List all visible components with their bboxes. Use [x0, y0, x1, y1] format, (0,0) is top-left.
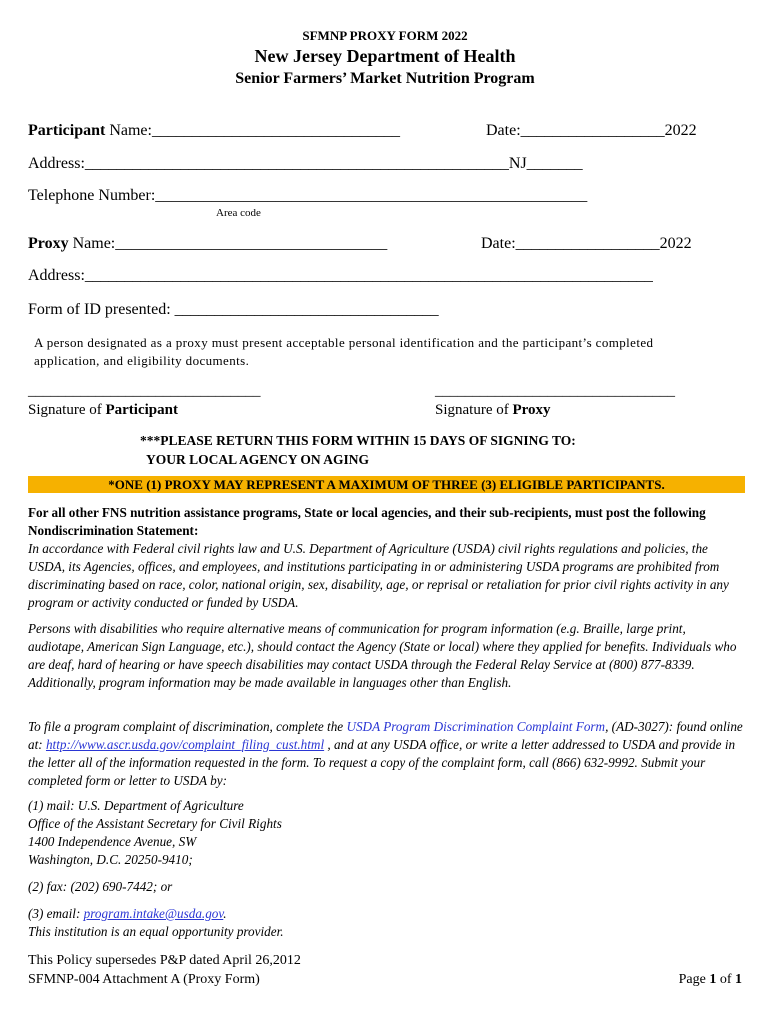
complaint-form-link[interactable]: USDA Program Discrimination Complaint Form [346, 719, 606, 734]
email-link[interactable]: program.intake@usda.gov [83, 906, 224, 921]
signature-participant-bold: Participant [105, 402, 178, 418]
nondiscrimination-intro: For all other FNS nutrition assistance programs, State or local agencies, and their sub-recipients, must post the following Nondiscrimination Statement: [28, 505, 706, 538]
proxy-signature-label [435, 402, 551, 419]
proxy-name-line: Name:__________________________________ [72, 235, 388, 252]
return-notice-line2: YOUR LOCAL AGENCY ON AGING [146, 452, 370, 467]
complaint-text-c: , and at any USDA office, or write a letter addressed to USDA and provide in the letter all of the information requested in the form. To request a copy of the complaint form, call (866) 632-9992. Submit your completed form or letter to USDA by: [28, 737, 736, 788]
proxy-signature-line[interactable]: ________________________________ [435, 383, 675, 399]
mail-line-2: Office of the Assistant Secretary for Civil Rights [28, 816, 282, 831]
nondiscrimination-paragraph-2: Persons with disabilities who require alternative means of communication for program information (e.g. Braille, large print, audiotape, American Sign Language, etc.), should contact the Agency (State or local) where they applied for benefits. Individuals who are deaf, hard of hearing or have speech disabilities may contact USDA through the Federal Relay Service at (800) 877-8339. Additionally, program information may be made available in languages other than English. [28, 621, 737, 690]
nondiscrimination-paragraph-1: In accordance with Federal civil rights law and U.S. Department of Agriculture (USDA) civil rights regulations and policies, the USDA, its Agencies, offices, and employees, and institutions participating in or administering USDA programs are prohibited from discriminating based on race, color, national origin, sex, disability, age, or reprisal or retaliation for prior civil rights activity in any program or activity conducted or funded by USDA. [28, 541, 729, 610]
complaint-text-b: , (AD-3027): found online at: [28, 719, 743, 752]
participant-signature-label [28, 402, 178, 419]
signature-prefix: Signature of [28, 402, 102, 418]
page-prefix: Page [678, 972, 706, 987]
participant-phone-field[interactable]: Telephone Number:______________________________________________________ [28, 187, 588, 204]
proxy-limit-text: *ONE (1) PROXY MAY REPRESENT A MAXIMUM OF THREE (3) ELIGIBLE PARTICIPANTS. [108, 477, 665, 492]
form-title: SFMNP PROXY FORM 2022 [302, 28, 468, 43]
mail-line-3: 1400 Independence Avenue, SW [28, 834, 197, 849]
participant-address-field[interactable]: Address:_____________________________________________________NJ_______ [28, 155, 583, 172]
complaint-url-link[interactable]: http://www.ascr.usda.gov/complaint_filing_cust.html [45, 737, 325, 752]
page-number [679, 972, 742, 988]
proxy-note-line2: application, and eligibility documents. [34, 353, 250, 368]
program-title: Senior Farmers’ Market Nutrition Program [235, 70, 535, 87]
mail-line-4: Washington, D.C. 20250-9410; [28, 852, 193, 867]
equal-opportunity-statement: This institution is an equal opportunity provider. [28, 924, 284, 939]
proxy-name-field[interactable] [28, 235, 387, 253]
participant-label: Participant [28, 122, 106, 139]
participant-date-field[interactable]: Date:__________________2022 [486, 122, 697, 139]
proxy-note-line1: A person designated as a proxy must present acceptable personal identification and the participant’s completed [34, 335, 654, 350]
proxy-label: Proxy [28, 235, 69, 252]
id-presented-field[interactable]: Form of ID presented: _________________________________ [28, 301, 439, 318]
return-notice-line1: ***PLEASE RETURN THIS FORM WITHIN 15 DAYS OF SIGNING TO: [140, 433, 576, 448]
email-prefix: (3) email: [28, 906, 81, 921]
signature-proxy-bold: Proxy [512, 402, 551, 418]
nondiscrimination-paragraph-3 [28, 718, 745, 790]
supersedes-note: This Policy supersedes P&P dated April 26,2012 [28, 953, 301, 968]
participant-name-line: Name:_______________________________ [109, 122, 400, 139]
signature-prefix: Signature of [435, 402, 509, 418]
mail-line-1: (1) mail: U.S. Department of Agriculture [28, 798, 244, 813]
complaint-text-a: To file a program complaint of discrimination, complete the [28, 719, 344, 734]
email-line [28, 906, 227, 922]
page-current: 1 [709, 972, 717, 987]
participant-name-field[interactable] [28, 122, 400, 140]
proxy-address-field[interactable]: Address:_______________________________________________________________________ [28, 267, 653, 284]
page-total: 1 [735, 972, 742, 987]
fax-line: (2) fax: (202) 690-7442; or [28, 879, 173, 894]
page-of: of [719, 972, 732, 987]
email-suffix: . [223, 906, 227, 921]
participant-signature-line[interactable]: _______________________________ [28, 383, 261, 399]
area-code-label: Area code [216, 207, 261, 219]
proxy-date-field[interactable]: Date:__________________2022 [481, 235, 692, 252]
attachment-label: SFMNP-004 Attachment A (Proxy Form) [28, 972, 260, 987]
department-title: New Jersey Department of Health [254, 46, 516, 66]
